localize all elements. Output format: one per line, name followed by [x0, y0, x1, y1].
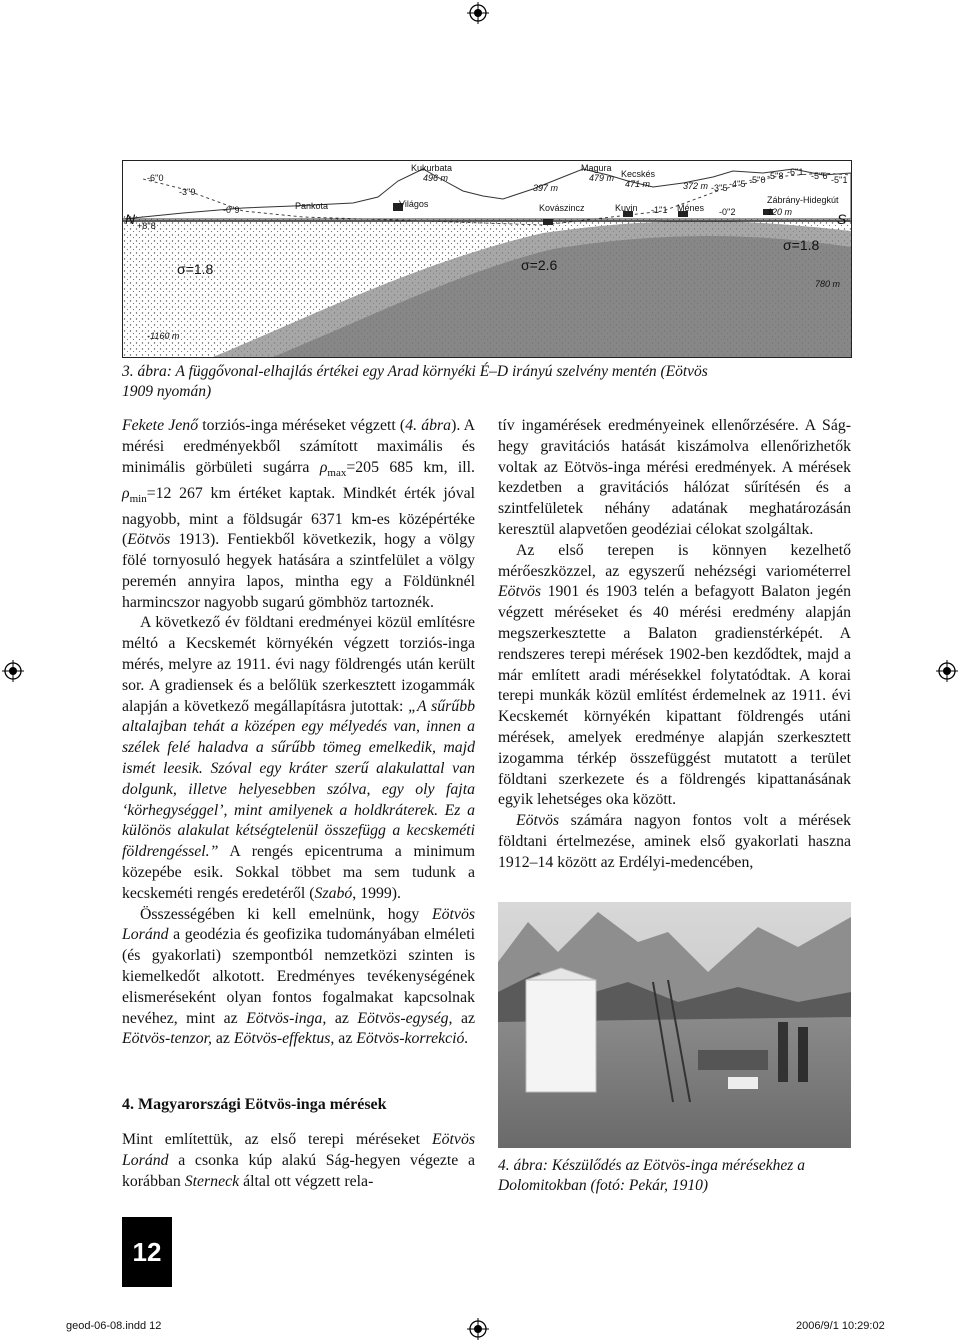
deflection-value: -3''5: [711, 183, 728, 193]
paragraph: Mint említettük, az első terepi méréseket Eötvös Loránd a csonka kúp alakú Ság-hegyen végezte a korábban Sterneck által ott végzett rela-: [122, 1131, 475, 1190]
print-slug-left: geod-06-08.indd 12: [66, 1320, 162, 1332]
deflection-value: -0''2: [719, 207, 736, 217]
deflection-value: -5''8: [767, 171, 784, 181]
section-heading: 4. Magyarországi Eötvös-inga mérések: [122, 1096, 387, 1113]
place-label: Pankota: [295, 201, 329, 211]
figure-4-caption: 4. ábra: Készülődés az Eötvös-inga mérésekhez a Dolomitokban (fotó: Pekár, 1910): [498, 1157, 805, 1194]
registration-mark-icon: [2, 660, 24, 682]
south-label: S: [837, 211, 847, 227]
sigma-right-label: σ=1.8: [783, 237, 820, 253]
place-label: Magura: [581, 163, 612, 173]
place-height: 471 m: [625, 179, 651, 189]
field-photo: [498, 902, 851, 1148]
left-column-end: [122, 1130, 475, 1192]
place-height: 479 m: [589, 173, 615, 183]
place-label: Zábrány-Hidegkút: [767, 195, 839, 205]
place-label: Kecskés: [621, 169, 656, 179]
depth-left-label: -1160 m: [147, 331, 180, 341]
place-label: Kuvin: [615, 203, 638, 213]
deflection-value: -1''1: [651, 205, 668, 215]
sigma-mid-label: σ=2.6: [521, 257, 558, 273]
deflection-value: -3''9: [179, 187, 196, 197]
paragraph: Eötvös számára nagyon fontos volt a mérések földtani értelmezése, aminek első gyakorlati haszna 1912–14 között az Erdélyi-medencében,: [498, 812, 851, 871]
spot-height: 372 m: [683, 181, 709, 191]
deflection-value: -6''1: [787, 167, 804, 177]
paragraph: tív ingamérések eredményeinek ellenőrzésére. A Ság-hegy gravitációs hatását kiszámolva ellenőrizhetők voltak az Eötvös-inga mérési eredmények. A mérések kezdetben a gravitációs hálózat sűrítésén és a szintfelületek néhány adatának meghatározásán keresztül alapvetően geodéziai célokat szolgáltak.: [498, 417, 851, 538]
deflection-value: +8''8: [137, 221, 156, 231]
place-label: Kovászincz: [539, 203, 585, 213]
paragraph: Fekete Jenő torziós-inga méréseket végzett (4. ábra). A mérési eredményekből számított maximális és minimális görbületi sugárra $\rho_{max}=205$ 685 km, ill. $\rho_{min}=12$ 267 km értéket kaptak. Mindkét érték jóval nagyobb, mint a földsugár 6371 km-es középértéke (Eötvös 1913). Fentiekből következik, hogy a völgy fölé tornyosuló hegyek hatására a szintfelület a völgy peremén annyira lapos, mintha egy a Földünknél harmincszor nagyobb sugarú gömbhöz tartoznék.: [122, 417, 475, 611]
place-height: 120 m: [767, 207, 793, 217]
sigma-left-label: σ=1.8: [177, 261, 214, 277]
registration-mark-icon: [467, 2, 489, 24]
deflection-value: -5''6: [811, 171, 828, 181]
paragraph: A következő év földtani eredményei közül említésre méltó a Kecskemét környékén végzett torziós-inga mérés, melyre az 1911. évi nagy földrengés után került sor. A gradiensek és a belőlük szerkesztett izogammák alapján a következő megállapításra jutottak: „A sűrűbb altalajban tehát a középen egy mélyedés van, innen a szélek felé haladva a sűrűbb tömeg emelkedik, majd ismét leesik. Szóval egy kráter szerű alakulattal van dolgunk, illetve helyesebben szólva, egy oly fajta ‘körhegységgel’, mint amilyenek a holdkráterek. Ez a különös alakulat kétségtelenül összefügg a kecskeméti földrengéssel.” A rengés epicentruma a minimum közepébe esik. Sokkal többet ma sem tudunk a kecskeméti rengés eredetéről (Szabó, 1999).: [122, 614, 475, 902]
place-label: Ménes: [677, 203, 705, 213]
deflection-value: -5''1: [831, 175, 848, 185]
page-number: 12: [122, 1217, 172, 1287]
paragraph: Az első terepen is könnyen kezelhető mérőeszközzel, az egyszerű nehézségi variométerrel Eötvös 1901 és 1903 telén a befagyott Balaton jegén végzett méréseket és 40 mérési eredmény alapján megszerkesztette a Balaton gradienstérképét. A rendszeres terepi mérések 1902-ben kezdődtek, majd a már említett aradi mérésekkel folytatódtak. A korai terepi munkák közül említést érdemelnek az 1911. évi Kecskemét környékén kipattant földrengés utáni mérések, amelyek eredménye alapján szerkesztett izogamma térkép összefüggést mutatott a terület földtani szerkezete és a földrengés kipattanásának egyik lehetséges oka között.: [498, 541, 851, 809]
deflection-value: -5''0: [749, 175, 766, 185]
left-column: [122, 416, 475, 1050]
paragraph: Összességében ki kell emelnünk, hogy Eötvös Loránd a geodézia és geofizika tudományában elméleti (és gyakorlati) szempontból nemzetközi szinten is kiemelkedőt alkotott. Eredményes tevékenységének elismeréseként olyan fontos fogalmakat kapcsolnak nevéhez, mint az Eötvös-inga, az Eötvös-egység, az Eötvös-tenzor, az Eötvös-effektus, az Eötvös-korrekció.: [122, 905, 476, 1048]
deflection-value: -6''0: [147, 173, 164, 183]
cross-section-figure: [122, 160, 852, 358]
depth-right-label: 780 m: [815, 279, 841, 289]
place-label: Kukurbata: [411, 163, 453, 173]
registration-mark-icon: [467, 1318, 489, 1340]
print-slug-right: 2006/9/1 10:29:02: [796, 1320, 885, 1332]
spot-height: 397 m: [533, 183, 559, 193]
deflection-value: -0''9: [223, 205, 240, 215]
right-column: [498, 416, 851, 874]
place-label: Világos: [399, 199, 429, 209]
north-label: N: [125, 211, 136, 227]
figure-3-caption: 3. ábra: A függővonal-elhajlás értékei egy Arad környéki É–D irányú szelvény mentén (Eötvös 1909 nyomán): [122, 363, 708, 400]
registration-mark-icon: [936, 660, 958, 682]
deflection-value: -4''5: [729, 179, 746, 189]
place-height: 496 m: [423, 173, 449, 183]
